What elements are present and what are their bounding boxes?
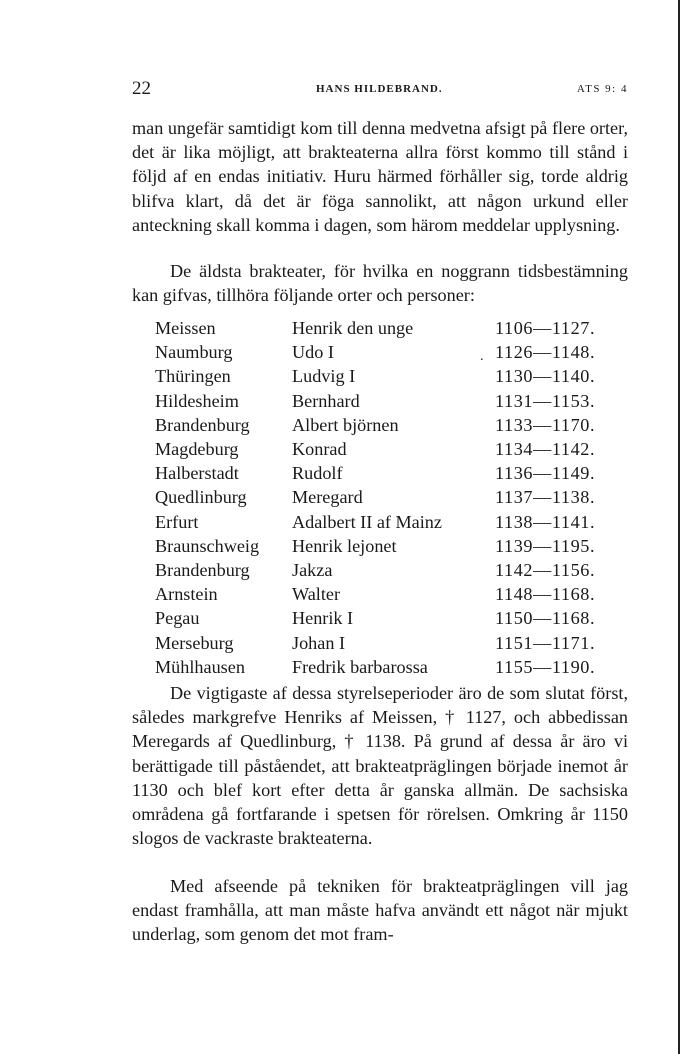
table-row (155, 510, 605, 534)
table-row (155, 582, 605, 606)
place-cell: Halberstadt (155, 463, 239, 484)
ruler-cell: Jakza (292, 560, 333, 581)
years-cell: 1142—1156. (495, 560, 596, 581)
place-cell: Brandenburg (155, 414, 250, 435)
table-row (155, 413, 605, 437)
years-cell: 1126—1148. (495, 342, 596, 363)
ruler-cell: Henrik den unge (292, 318, 414, 338)
page-number: 22 (132, 78, 151, 99)
paragraph-text: man ungefär samtidigt kom till denna medvetna afsigt på flere orter, det är lika möjligt, att brakteaterna allra först kommo till stånd i följd af en endas initiativ. Huru härmed förhåller sig, torde aldrig blifva klart, då det är föga sannolikt, att någon urkund eller anteckning skall komma i dagen, som härom meddelar upplysning. (132, 118, 628, 235)
table-row (155, 558, 605, 582)
ruler-cell: Bernhard (292, 390, 360, 411)
ruler-cell: Walter (292, 584, 341, 605)
place-cell: Merseburg (155, 632, 234, 653)
table-row (155, 655, 605, 679)
ruler-cell: Albert björnen (292, 414, 399, 435)
series-signature: ATS 9: 4 (576, 83, 628, 95)
ruler-cell: Henrik I (292, 608, 354, 629)
paragraph-analysis (132, 681, 628, 850)
stray-print-mark: . (480, 349, 484, 364)
years-cell: 1130—1140. (495, 366, 596, 387)
ruler-cell: Rudolf (292, 463, 343, 484)
years-cell: 1133—1170. (495, 414, 596, 435)
table-row (155, 389, 605, 413)
years-cell: 1139—1195. (495, 535, 596, 556)
place-cell: Brandenburg (155, 560, 250, 581)
ruler-cell: Udo I (292, 342, 334, 363)
table-row (155, 606, 605, 630)
place-cell: Pegau (155, 608, 200, 629)
ruler-cell: Konrad (292, 439, 347, 460)
table-row (155, 485, 605, 509)
ruler-cell: Johan I (292, 632, 346, 653)
ruler-cell: Henrik lejonet (292, 535, 397, 556)
place-cell: Quedlinburg (155, 487, 247, 508)
ruler-cell: Meregard (292, 487, 363, 508)
years-cell: 1150—1168. (495, 608, 596, 629)
years-cell: 1131—1153. (495, 390, 596, 411)
years-cell: 1148—1168. (495, 584, 596, 605)
running-header (132, 78, 628, 100)
years-cell: 1155—1190. (495, 656, 596, 677)
rulers-table (155, 316, 605, 679)
rulers-table-body (155, 316, 605, 679)
paragraph-continued (132, 116, 628, 237)
ruler-cell: Fredrik barbarossa (292, 656, 428, 677)
table-row (155, 437, 605, 461)
years-cell: 1151—1171. (495, 632, 596, 653)
running-title: HANS HILDEBRAND. (316, 83, 443, 95)
place-cell: Braunschweig (155, 535, 260, 556)
table-row (155, 534, 605, 558)
table-row (155, 631, 605, 655)
ruler-cell: Ludvig I (292, 366, 356, 387)
table-row (155, 461, 605, 485)
paragraph-text: De vigtigaste af dessa styrelseperioder äro de som slutat först, således markgrefve Henriks af Meissen, † 1127, och abbedissan Meregards af Quedlinburg, † 1138. På grund af dessa år äro vi berättigade till påståendet, att brakteatpräglingen började inemot år 1130 och blef kort efter detta år ganska allmän. De sachsiska områdena gå fortfarande i spetsen för rörelsen. Omkring år 1150 slogos de vackraste brakteaterna. (132, 683, 628, 849)
table-row (155, 364, 605, 388)
place-cell: Thüringen (155, 366, 231, 387)
paragraph-text: De äldsta brakteater, för hvilka en noggrann tidsbestämning kan gifvas, tillhöra följande orter och personer: (132, 261, 628, 306)
paragraph-intro-table (132, 259, 628, 307)
years-cell: 1138—1141. (495, 511, 596, 532)
years-cell: 1134—1142. (495, 439, 596, 460)
table-row (155, 316, 605, 340)
place-cell: Mühlhausen (155, 656, 245, 677)
paragraph-text: Med afseende på tekniken för brakteatpräglingen vill jag endast framhålla, att man måste hafva användt ett något när mjukt underlag, som genom det mot fram- (132, 876, 628, 945)
years-cell: 1136—1149. (495, 463, 596, 484)
years-cell: 1106—1127. (495, 318, 596, 338)
place-cell: Meissen (155, 318, 216, 338)
place-cell: Hildesheim (155, 390, 239, 411)
place-cell: Erfurt (155, 511, 199, 532)
ruler-cell: Adalbert II af Mainz (292, 511, 442, 532)
table-row (155, 340, 605, 364)
paragraph-technique (132, 874, 628, 947)
place-cell: Naumburg (155, 342, 233, 363)
place-cell: Arnstein (155, 584, 218, 605)
place-cell: Magdeburg (155, 439, 239, 460)
years-cell: 1137—1138. (495, 487, 596, 508)
